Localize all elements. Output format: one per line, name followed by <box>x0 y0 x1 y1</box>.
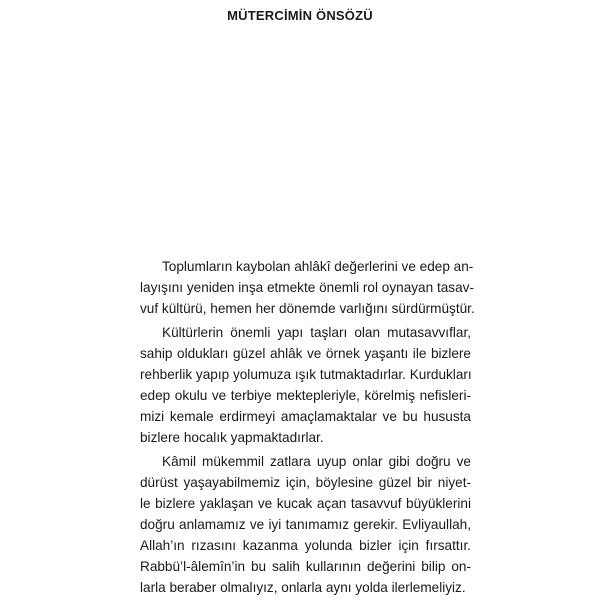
text-line: Kâmil mükemmil zatlara uyup onlar gibi doğru ve <box>162 454 471 469</box>
text-line: Toplumların kaybolan ahlâkî değerlerini ve edep an- <box>162 259 474 274</box>
text-line: Rabbü’l-âlemîn’in bu salih kullarının değerini bilip on- <box>140 559 471 574</box>
text-line: le bizlere yaklaşan ve kucak açan tasavvuf büyüklerini <box>140 496 471 511</box>
text-line: layışını yeniden inşa etmekte önemli rol oynayan tasav- <box>140 280 474 295</box>
text-line: dürüst yaşayabilmemiz için, böylesine güzel bir niyet- <box>140 475 471 490</box>
text-line: doğru anlamamız ve iyi tanımamız gerekir. Evliyaullah, <box>140 517 471 532</box>
text-line: rehberlik yapıp yolumuza ışık tutmaktadırlar. Kurdukları <box>140 367 472 382</box>
paragraph-2 <box>140 322 471 448</box>
body-text <box>140 256 475 601</box>
paragraph-3 <box>140 451 471 598</box>
paragraph-1 <box>140 256 475 319</box>
text-line: edep okulu ve terbiye mektepleriyle, körelmiş nefisleri- <box>140 388 471 403</box>
text-line: larla beraber olmalıyız, onlarla aynı yolda ilerlemeliyiz. <box>140 580 466 595</box>
text-line: vuf kültürü, hemen her dönemde varlığını sürdürmüştür. <box>140 301 475 316</box>
page-title: MÜTERCİMİN ÖNSÖZÜ <box>227 8 373 23</box>
text-line: mizi kemale erdirmeyi amaçlamaktalar ve bu hususta <box>140 409 471 424</box>
text-line: bizlere hocalık yapmaktadırlar. <box>140 430 324 445</box>
text-line: Allah’ın rızasını kazanma yolunda bizler için fırsattır. <box>140 538 471 553</box>
text-line: Kültürlerin önemli yapı taşları olan mutasavvıflar, <box>162 325 471 340</box>
text-line: sahip oldukları güzel ahlâk ve örnek yaşantı ile bizlere <box>140 346 471 361</box>
